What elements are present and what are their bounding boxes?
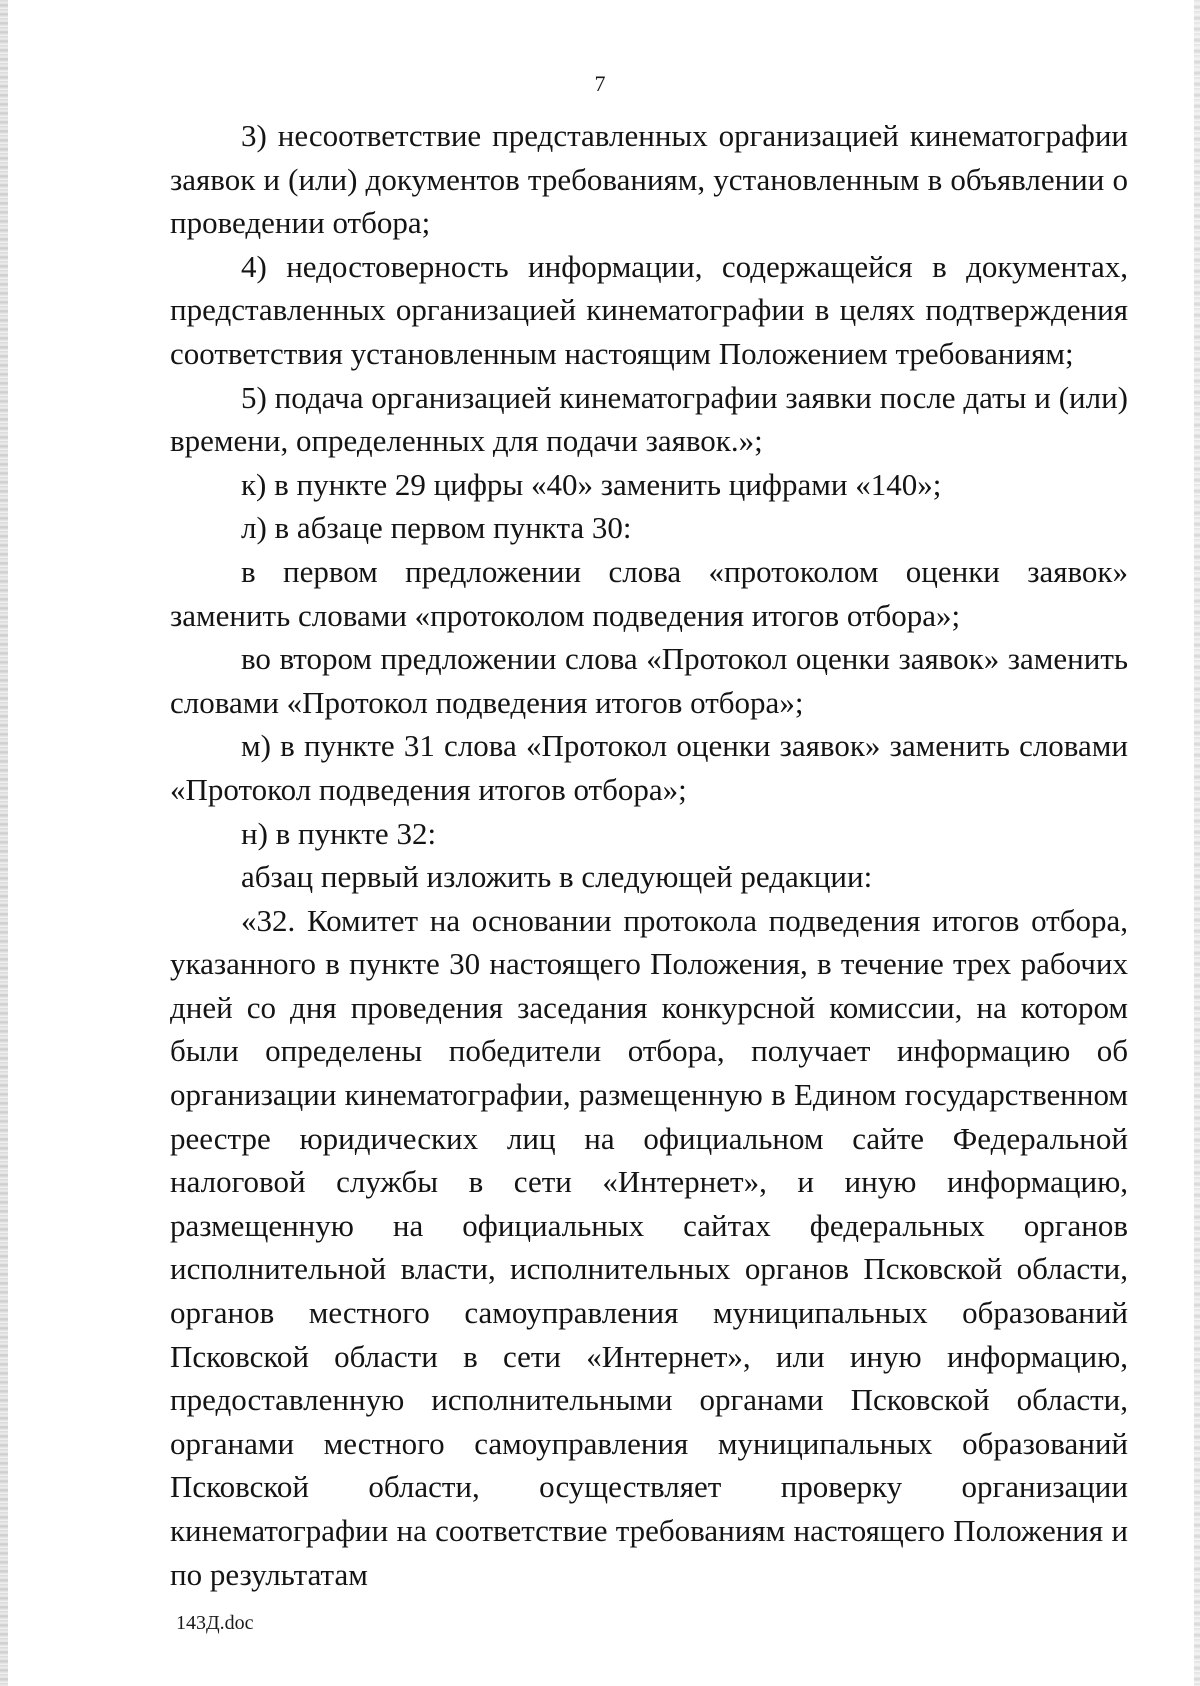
paragraph-point-32: «32. Комитет на основании протокола подведения итогов отбора, указанного в пункте 30 настоящего Положения, в течение трех рабочих дней со дня проведения заседания конкурсной комиссии, на котором были определены победители отбора, получает информацию об организации кинематографии, размещенную в Едином государственном реестре юридических лиц на официальном сайте Федеральной налоговой службы в сети «Интернет», и иную информацию, размещенную на официальных сайтах федеральных органов исполнительной власти, исполнительных органов Псковской области, органов местного самоуправления муниципальных образований Псковской области в сети «Интернет», или иную информацию, предоставленную исполнительными органами Псковской области, органами местного самоуправления муниципальных образований Псковской области, осуществляет проверку организации кинематографии на соответствие требованиям настоящего Положения и по результатам (170, 902, 1128, 1592)
paragraph-subitem-m: м) в пункте 31 слова «Протокол оценки заявок» заменить словами «Протокол подведения итогов отбора»; (170, 728, 1128, 807)
paragraph-first-sentence: в первом предложении слова «протоколом оценки заявок» заменить словами «протоколом подведения итогов отбора»; (170, 553, 1128, 633)
paragraph-item-3: 3) несоответствие представленных организацией кинематографии заявок и (или) документов требованиям, установленным в объявлении о проведении отбора; (170, 118, 1128, 241)
paragraph-second-sentence: во втором предложении слова «Протокол оценки заявок» заменить словами «Протокол подведения итогов отбора»; (170, 641, 1128, 720)
page-number: 7 (594, 71, 606, 96)
footer-filename: 143Д.doc (176, 1612, 254, 1634)
paragraph-subitem-n: н) в пункте 32: (241, 815, 437, 851)
paragraph-item-4: 4) недостоверность информации, содержащейся в документах, представленных организацией кинематографии в целях подтверждения соответствия установленным настоящим Положением требованиям; (170, 248, 1128, 371)
document-body (170, 114, 1128, 1596)
paragraph-item-5: 5) подача организацией кинематографии заявки после даты и (или) времени, определенных для подачи заявок.»; (170, 379, 1128, 459)
paragraph-subitem-l: л) в абзаце первом пункта 30: (241, 510, 632, 546)
paragraph-subitem-k: к) в пункте 29 цифры «40» заменить цифрами «140»; (241, 466, 942, 502)
scan-edge-right (1194, 0, 1200, 1686)
scan-edge-left (0, 0, 8, 1686)
paragraph-first-abzac: абзац первый изложить в следующей редакции: (241, 859, 873, 895)
